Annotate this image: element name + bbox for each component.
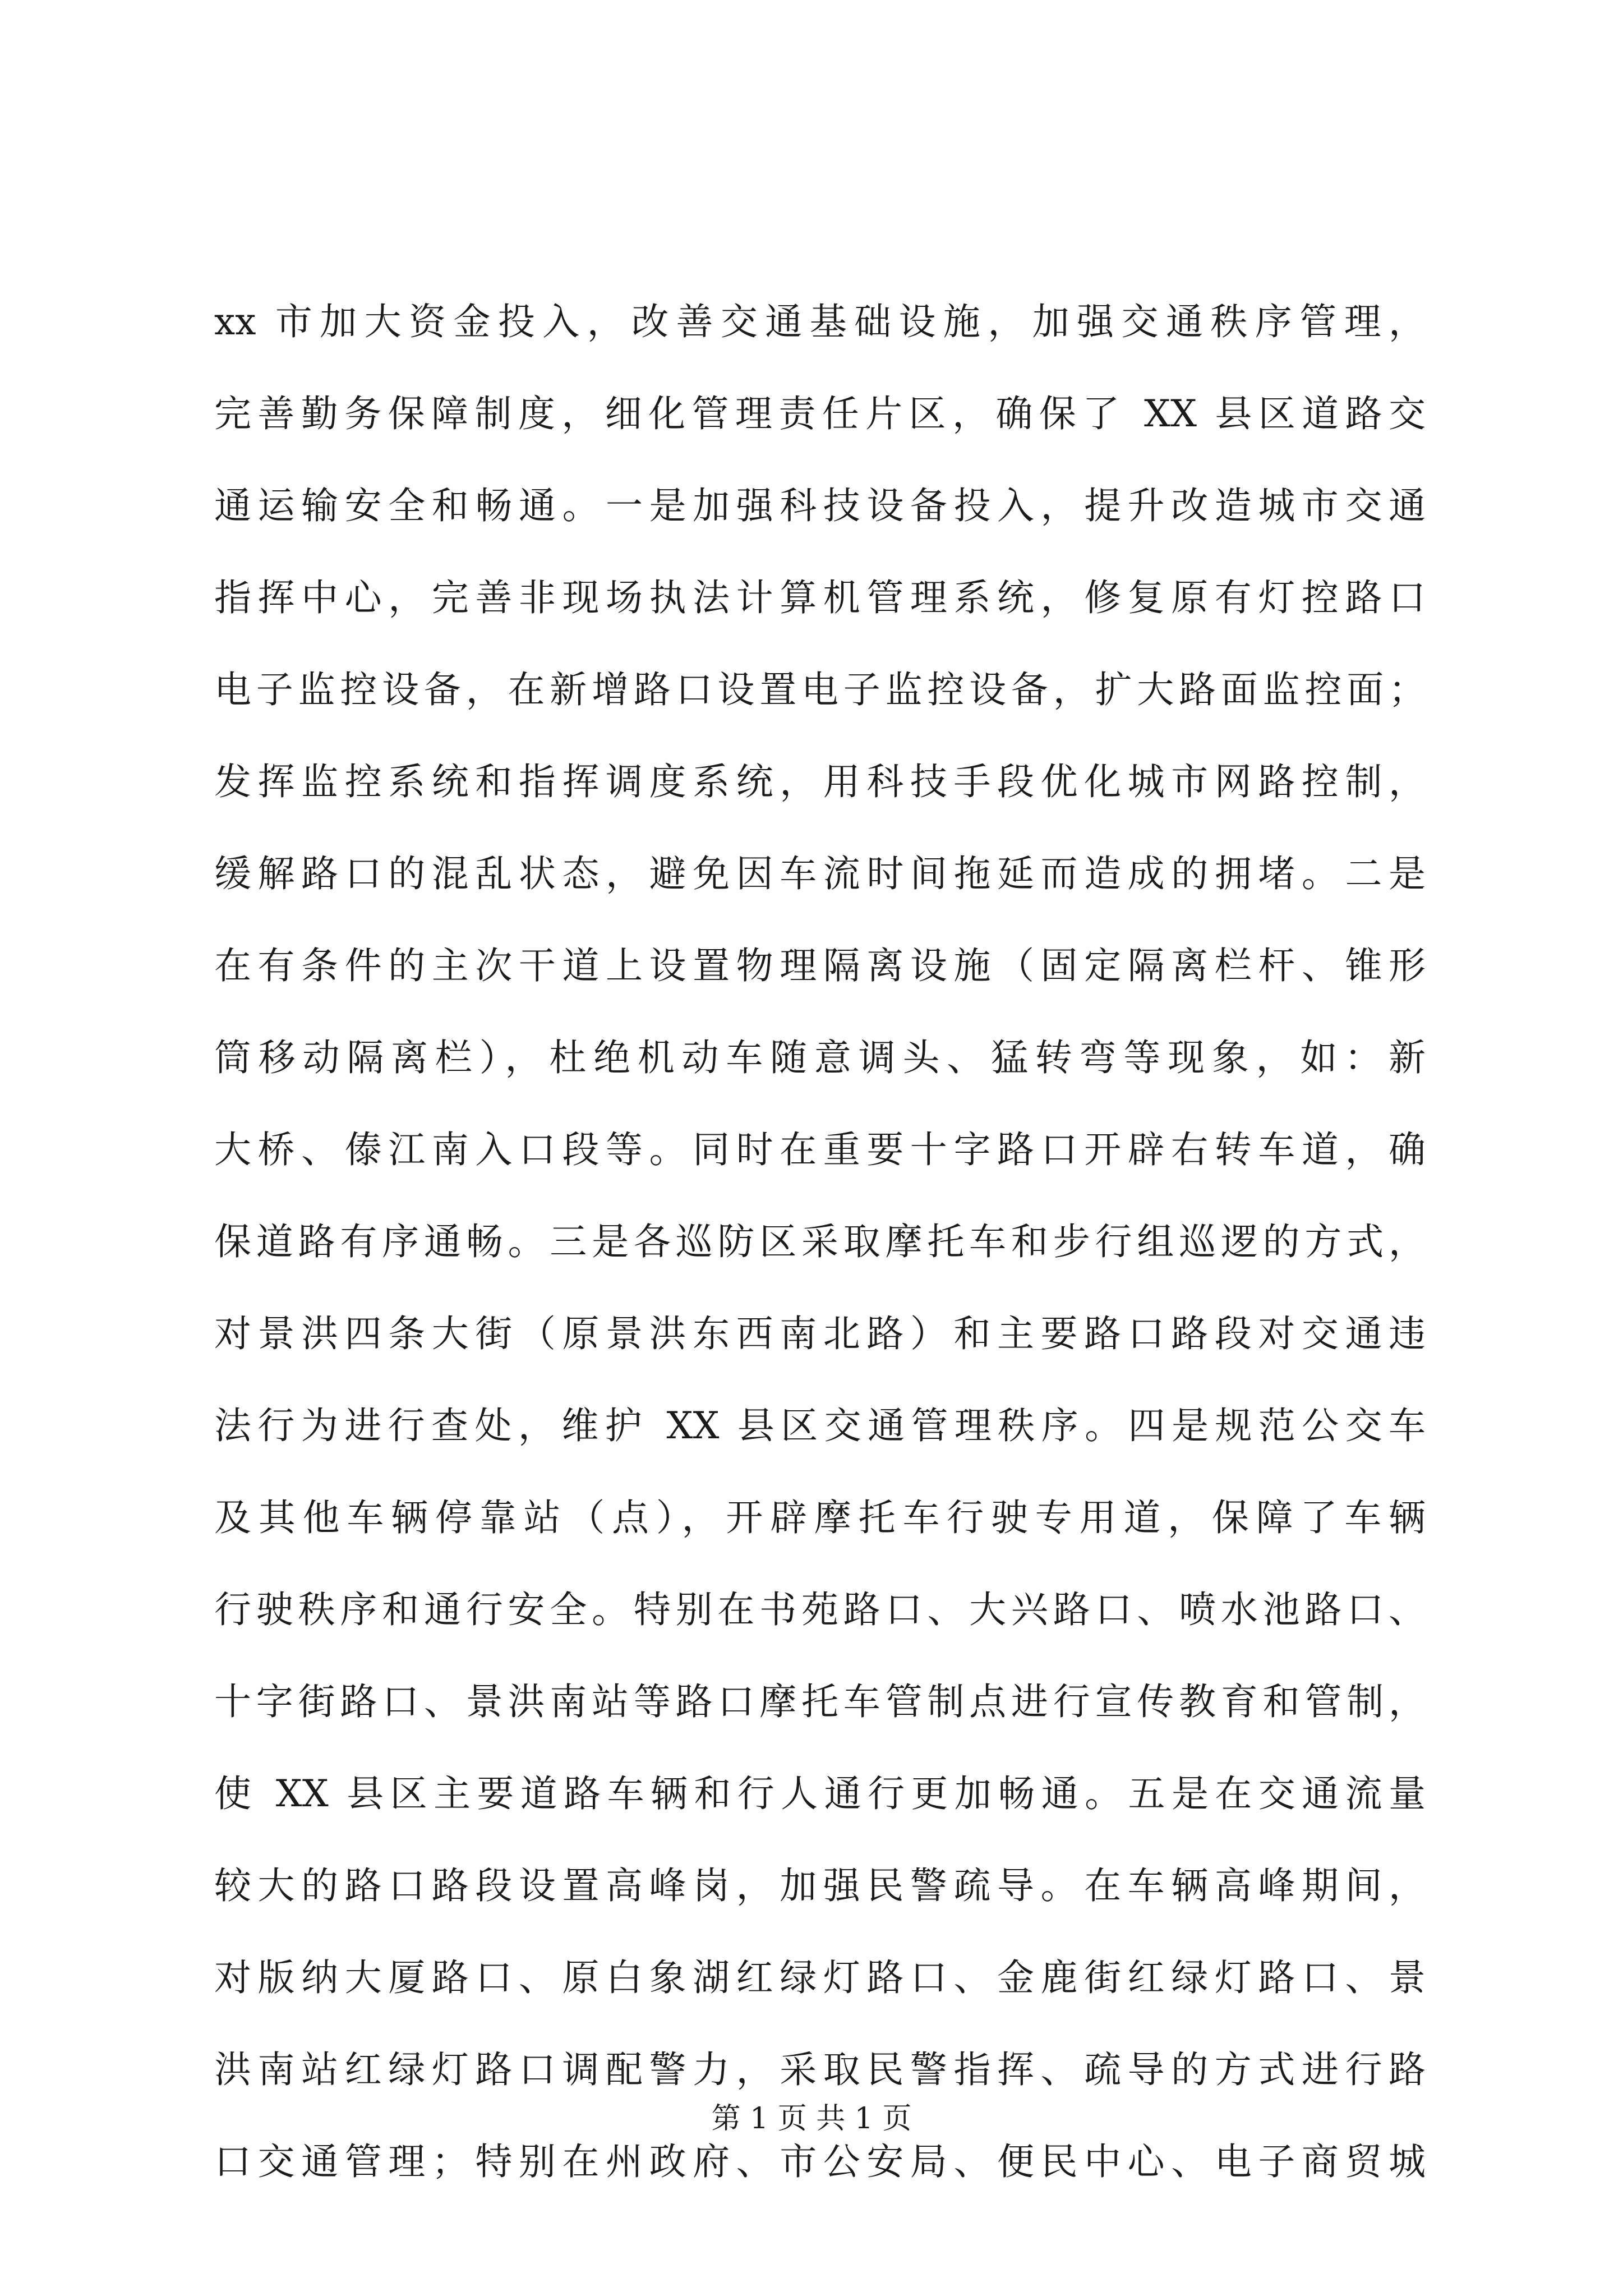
text-line: 较大的路口路段设置高峰岗，加强民警疏导。在车辆高峰期间， [214, 1864, 1426, 1907]
text-line: 保道路有序通畅。三是各巡防区采取摩托车和步行组巡逻的方式， [214, 1220, 1426, 1263]
text-line: 在有条件的主次干道上设置物理隔离设施（固定隔离栏杆、锥形 [214, 944, 1426, 987]
text-line: 缓解路口的混乱状态，避免因车流时间拖延而造成的拥堵。二是 [214, 852, 1426, 895]
text-line: 法行为进行查处，维护 XX 县区交通管理秩序。四是规范公交车 [214, 1404, 1426, 1447]
text-line: 行驶秩序和通行安全。特别在书苑路口、大兴路口、喷水池路口、 [214, 1588, 1426, 1631]
text-line: 筒移动隔离栏），杜绝机动车随意调头、猛转弯等现象，如：新 [214, 1036, 1426, 1079]
text-line: 指挥中心，完善非现场执法计算机管理系统，修复原有灯控路口 [214, 576, 1426, 619]
text-line: 对版纳大厦路口、原白象湖红绿灯路口、金鹿街红绿灯路口、景 [214, 1956, 1426, 1999]
text-line: 完善勤务保障制度，细化管理责任片区，确保了 XX 县区道路交 [214, 392, 1426, 435]
text-line: 使 XX 县区主要道路车辆和行人通行更加畅通。五是在交通流量 [214, 1772, 1426, 1815]
text-line: 十字街路口、景洪南站等路口摩托车管制点进行宣传教育和管制， [214, 1680, 1426, 1723]
text-line: 通运输安全和畅通。一是加强科技设备投入，提升改造城市交通 [214, 484, 1426, 527]
text-line: 大桥、傣江南入口段等。同时在重要十字路口开辟右转车道，确 [214, 1128, 1426, 1171]
text-line: 对景洪四条大街（原景洪东西南北路）和主要路口路段对交通违 [214, 1312, 1426, 1355]
text-line: 洪南站红绿灯路口调配警力，采取民警指挥、疏导的方式进行路 [214, 2048, 1426, 2091]
text-line: 电子监控设备，在新增路口设置电子监控设备，扩大路面监控面； [214, 668, 1426, 711]
text-line: xx 市加大资金投入，改善交通基础设施，加强交通秩序管理， [214, 300, 1426, 343]
text-line: 口交通管理；特别在州政府、市公安局、便民中心、电子商贸城 [214, 2140, 1426, 2183]
text-line: 及其他车辆停靠站（点），开辟摩托车行驶专用道，保障了车辆 [214, 1496, 1426, 1539]
body-paragraph [214, 276, 1426, 2208]
page-number-footer: 第 1 页 共 1 页 [711, 2102, 912, 2136]
text-line: 发挥监控系统和指挥调度系统，用科技手段优化城市网路控制， [214, 760, 1426, 803]
